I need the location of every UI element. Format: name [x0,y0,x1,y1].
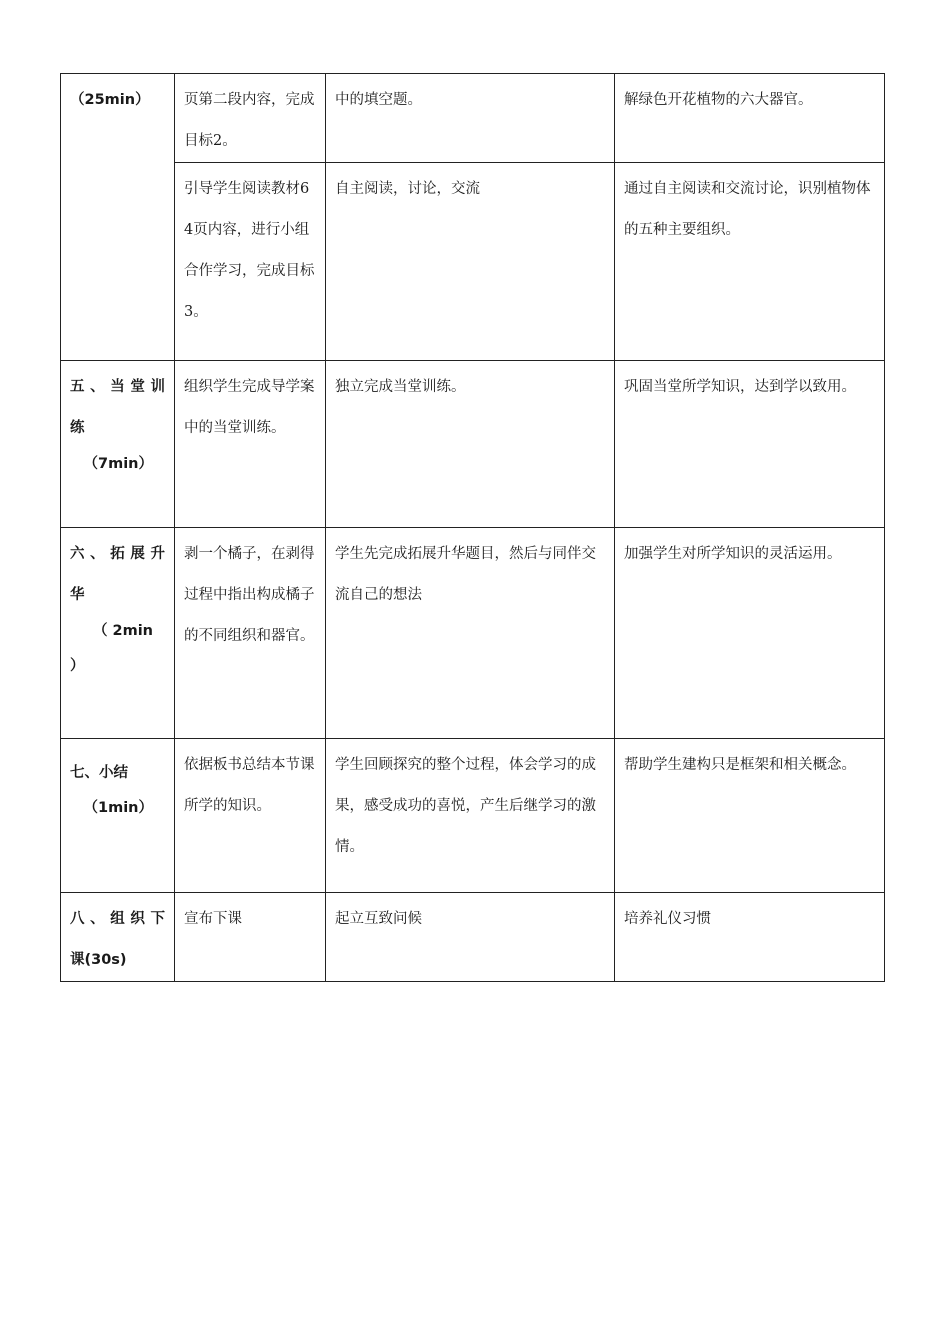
design-intent-text: 解绿色开花植物的六大器官。 [624,92,813,108]
design-intent-text: 加强学生对所学知识的灵活运用。 [624,546,842,562]
teacher-activity-cell [175,893,326,982]
student-activity-cell [326,163,615,361]
design-intent-cell [615,893,885,982]
table-row [61,739,885,893]
stage-line: （ 2min [92,623,153,639]
design-intent-cell [615,163,885,361]
design-intent-cell [615,528,885,739]
teacher-activity-text: 依据板书总结本节课所学的知识。 [184,757,315,814]
stage-line: 七、小结 [70,765,128,781]
stage-line: （25min） [70,92,150,108]
design-intent-text: 通过自主阅读和交流讨论，识别植物体的五种主要组织。 [624,181,871,238]
stage-line: 六、拓展升 [70,546,165,562]
table-row [61,528,885,739]
teacher-activity-text: 剥一个橘子，在剥得过程中指出构成橘子的不同组织和器官。 [184,546,315,644]
table-row [61,163,885,361]
student-activity-text: 起立互致问候 [335,911,422,927]
table-row [61,361,885,528]
teacher-activity-cell [175,528,326,739]
student-activity-text: 自主阅读，讨论，交流 [335,181,480,197]
design-intent-cell [615,739,885,893]
teacher-activity-cell [175,163,326,361]
stage-cell [61,74,175,361]
teacher-activity-text: 引导学生阅读教材64页内容，进行小组合作学习，完成目标3。 [184,181,315,320]
stage-cell [61,361,175,528]
student-activity-cell [326,74,615,163]
stage-cell [61,739,175,893]
teacher-activity-text: 组织学生完成导学案中的当堂训练。 [184,379,315,436]
stage-cell [61,528,175,739]
design-intent-text: 培养礼仪习惯 [624,911,711,927]
teacher-activity-cell [175,74,326,163]
table-row [61,74,885,163]
stage-line: 五、当堂训 [70,379,165,395]
teacher-activity-cell [175,361,326,528]
stage-line: 练 [70,420,85,436]
stage-line: 八、组织下 [70,911,165,927]
student-activity-text: 中的填空题。 [335,92,422,108]
student-activity-text: 学生先完成拓展升华题目，然后与同伴交流自己的想法 [335,546,596,603]
student-activity-text: 独立完成当堂训练。 [335,379,466,395]
stage-line: 华 [70,587,85,603]
student-activity-cell [326,739,615,893]
stage-line: （1min） [83,800,153,816]
student-activity-cell [326,528,615,739]
teacher-activity-text: 宣布下课 [184,911,242,927]
student-activity-cell [326,893,615,982]
teacher-activity-cell [175,739,326,893]
table-row [61,893,885,982]
stage-cell [61,893,175,982]
design-intent-cell [615,74,885,163]
lesson-plan-table [60,73,885,982]
stage-line: ） [70,658,85,674]
design-intent-cell [615,361,885,528]
student-activity-text: 学生回顾探究的整个过程，体会学习的成果，感受成功的喜悦，产生后继学习的激情。 [335,757,596,855]
stage-line: （7min） [83,456,153,472]
stage-line: 课(30s) [70,952,127,968]
student-activity-cell [326,361,615,528]
teacher-activity-text: 页第二段内容，完成目标2。 [184,92,315,149]
design-intent-text: 帮助学生建构只是框架和相关概念。 [624,757,856,773]
design-intent-text: 巩固当堂所学知识，达到学以致用。 [624,379,856,395]
